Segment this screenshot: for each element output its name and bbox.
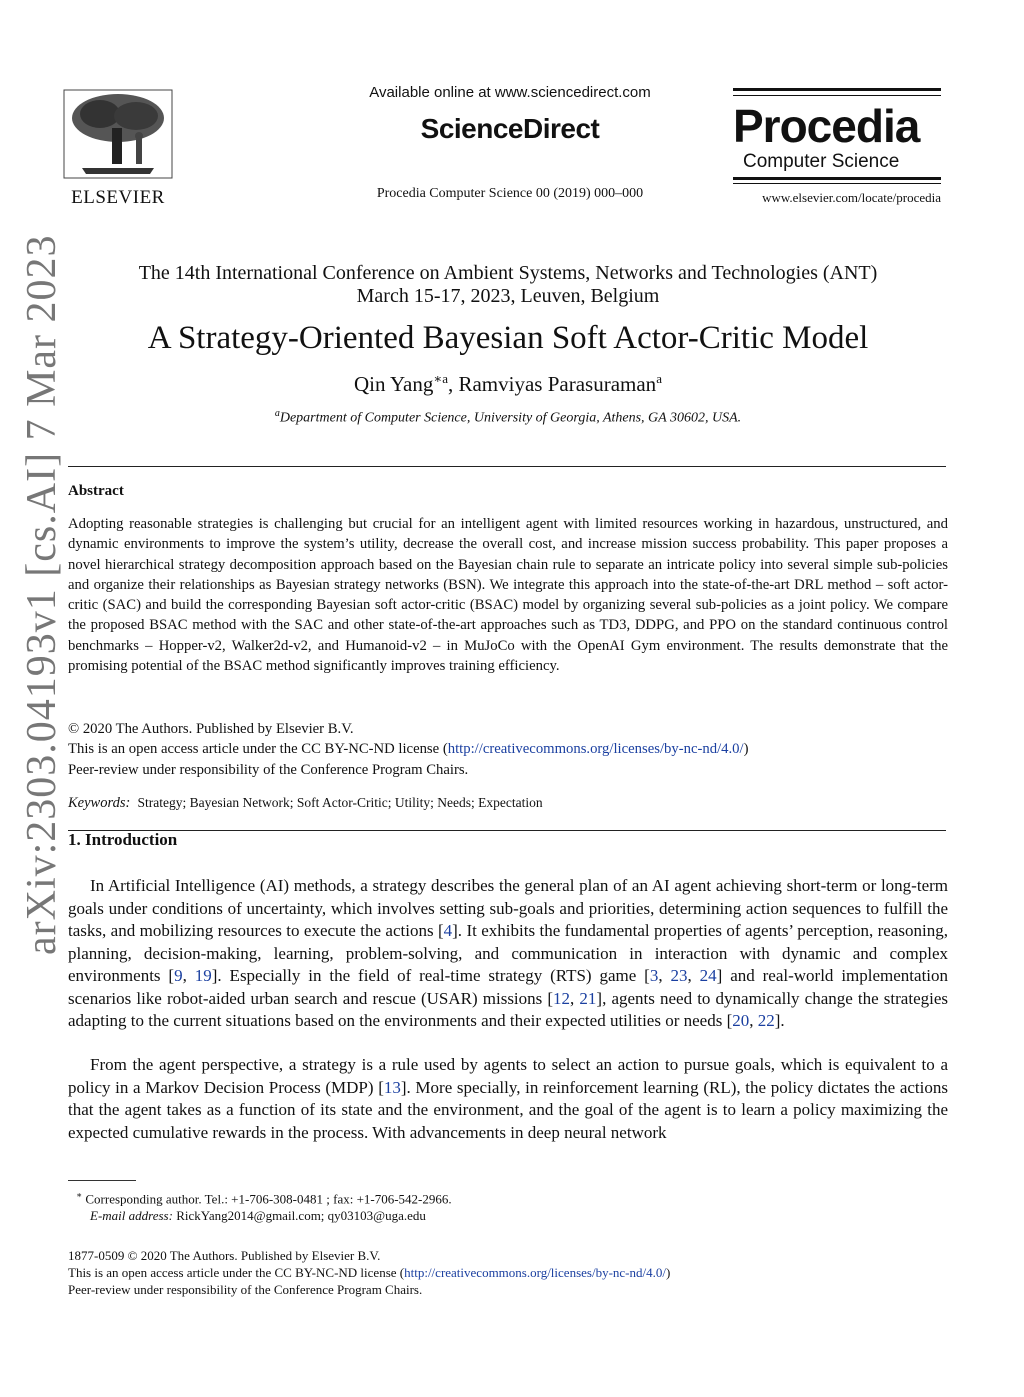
paper-title: A Strategy-Oriented Bayesian Soft Actor-Critic Model [147,320,869,356]
journal-line: Procedia Computer Science 00 (2019) 000–000 [376,186,644,201]
publisher-name: ELSEVIER [71,187,165,208]
procedia-subtitle: Computer Science [743,151,900,172]
elsevier-logo [62,88,174,209]
procedia-url[interactable]: www.elsevier.com/locate/procedia [762,190,941,205]
intro-paragraph-1: In Artificial Intelligence (AI) methods, a strategy describes the general plan of an AI agent achieving short-term or long-term goals under conditions of uncertainty, which involves setting sub-goals and priorities, determining action sequences to fulfill the tasks, and mobilizing resources to execute the actions [4]. It exhibits the fundamental properties of agents’ perception, reasoning, planning, decision-making, learning, problem-solving, and communication in interaction with dynamic and complex environments [9, 19]. Especially in the field of real-time strategy (RTS) game [3, 23, 24] and real-world implementation scenarios like robot-aided urban search and rescue (USAR) missions [12, 21], agents need to dynamically change the strategies adapting to the current situations based on the environments and their expected utilities or needs [20, 22]. [68,876,949,1030]
footnote-rule [68,1180,136,1181]
citation-link[interactable]: 9 [174,966,183,985]
keywords-label: Keywords: [68,795,131,811]
keywords-text: Strategy; Bayesian Network; Soft Actor-Critic; Utility; Needs; Expectation [137,795,543,810]
conference-line2: March 15-17, 2023, Leuven, Belgium [356,285,660,307]
license-prefix: This is an open access article under the CC BY-NC-ND license ( [68,741,448,758]
footer-peer-review: Peer-review under responsibility of the Conference Program Chairs. [68,1282,423,1297]
license-link[interactable]: http://creativecommons.org/licenses/by-nc-nd/4.0/ [447,741,744,758]
footnote-mark: ∗ [76,1190,83,1200]
author-name: Qin Yang [354,372,434,396]
citation-link[interactable]: 13 [383,1077,401,1097]
footnote [76,1187,936,1224]
email-label: E-mail address: [90,1208,173,1224]
intro-text: ]. [774,1011,785,1030]
affiliation-mark: a [274,408,280,419]
intro-heading: 1. Introduction [68,830,178,849]
abstract-text: Adopting reasonable strategies is challenging but crucial for an intelligent agent with limited resources working in hazardous, unstructured, and dynamic environments to improve the system’s utility, decrease the overall cost, and increase mission success probability. This paper proposes a novel hierarchical strategy decomposition approach based on the Bayesian chain rule to separate an intricate policy into several simple sub-policies and organize their relationships as Bayesian strategy networks (BSN). We integrate this approach into the state-of-the-art DRL method – soft actor-critic (SAC) and build the corresponding Bayesian soft actor-critic (BSAC) model by organizing several sub-policies as a joint policy. We compare the proposed BSAC method with the SAC and other state-of-the-art approaches such as TD3, DDPG, and PPO on the standard continuous control benchmarks – Hopper-v2, Walker2d-v2, and Humanoid-v2 – in MuJoCo with the OpenAI Gym environment. The results demonstrate that the promising potential of the BSAC method significantly improves training efficiency. [68,516,948,675]
license-prefix: This is an open access article under the CC BY-NC-ND license ( [68,1265,405,1280]
conference-line1: The 14th International Conference on Ambient Systems, Networks and Technologies (ANT) [138,262,878,284]
page-footer [68,1247,948,1298]
intro-text: From the agent perspective, a strategy is a rule used by agents to select an action to pursue goals, which is equivalent to a policy in a Markov Decision Process (MDP) [ [68,1055,948,1097]
conference-block [68,262,948,308]
procedia-title: Procedia [733,100,920,152]
license-suffix: ) [743,741,749,758]
license-suffix: ) [665,1265,671,1280]
citation-link[interactable]: 20 [732,1011,750,1030]
abstract-top-rule [68,466,946,467]
license-link[interactable]: http://creativecommons.org/licenses/by-nc-nd/4.0/ [404,1265,666,1280]
intro-paragraph-2 [68,1054,948,1144]
intro-text: ], agents need to dynamically change the strategies adapting to the current situations based on the environments and their expected utilities or needs [ [68,988,948,1030]
footer-license-line [68,1264,948,1281]
citation-link[interactable]: 22 [757,1011,775,1030]
elsevier-tree-icon [62,88,174,180]
corresponding-author: Corresponding author. Tel.: +1-706-308-0481 ; fax: +1-706-542-2966. [85,1191,452,1207]
citation-link[interactable]: 23 [670,966,688,985]
peer-review-line: Peer-review under responsibility of the Conference Program Chairs. [68,761,469,778]
citation-link[interactable]: 24 [699,966,717,985]
copyright-line: © 2020 The Authors. Published by Elsevier B.V. [68,721,354,737]
abstract-bottom-rule [68,830,946,831]
author-separator: , [447,372,459,396]
procedia-logo [733,88,941,206]
sciencedirect-logo: ScienceDirect [420,113,600,144]
intro-text: ]. More specially, in reinforcement learning (RL), the policy dictates the actions that the agent takes as a function of its state and the environment, and the goal of the agent is to learn a policy maximizing the expected cumulative rewards in the process. With advancements in deep neural network [68,1077,948,1142]
abstract-license-block [68,719,948,780]
citation-link[interactable]: 3 [649,966,659,985]
citation-link[interactable]: 21 [579,988,597,1008]
intro-text: In Artificial Intelligence (AI) methods, a strategy describes the general plan of an AI agent achieving short-term or long-term goals under conditions of uncertainty, which involves setting sub-goals and priorities, determining action sequences to fulfill the tasks, and mobilizing resources to execute the actions [ [68,876,948,940]
intro-text: ]. Especially in the field of real-time strategy (RTS) game [ [211,966,650,985]
affiliation-text: Department of Computer Science, University of Georgia, Athens, GA 30602, USA. [279,410,742,426]
author-name: Ramviyas Parasuraman [458,372,657,396]
citation-link[interactable]: 12 [553,988,571,1008]
available-online: Available online at www.sciencedirect.com [369,84,651,101]
affiliation [68,408,948,427]
keywords-line [68,795,543,812]
abstract-heading: Abstract [68,483,124,499]
author-mark: a [656,371,662,386]
procedia-bottom-rule [733,177,941,184]
citation-link[interactable]: 4 [443,921,453,940]
license-line [68,739,948,759]
arxiv-stamp: arXiv:2303.04193v1 [cs.AI] 7 Mar 2023 [19,234,65,955]
intro-text: ] and real-world implementation scenarios like robot-aided urban search and rescue (USAR) missions [ [68,966,949,1008]
procedia-top-rule [733,88,941,96]
citation-link[interactable]: 19 [194,966,212,985]
author-list [68,371,948,397]
email-addresses[interactable]: RickYang2014@gmail.com; qy03103@uga.edu [176,1208,426,1224]
intro-text: ]. It exhibits the fundamental properties of agents’ perception, reasoning, planning, decision-making, learning, problem-solving, and communication in interaction with dynamic and complex environments [ [68,921,948,985]
issn-line: 1877-0509 © 2020 The Authors. Published by Elsevier B.V. [68,1248,381,1263]
author-mark: ∗a [433,371,448,386]
